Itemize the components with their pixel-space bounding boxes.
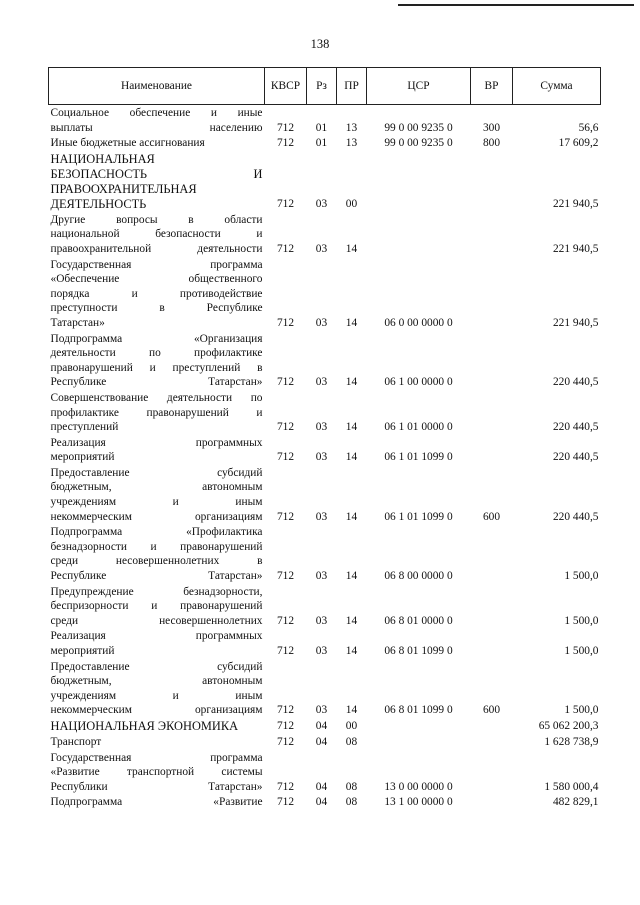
row-name — [49, 628, 265, 658]
row-pr: 00 — [345, 198, 358, 211]
row-name-line: правонарушений и преступлений в — [50, 361, 263, 374]
page-number: 138 — [310, 37, 330, 51]
row-rz: 03 — [315, 421, 328, 434]
row-name-line: выплаты населению — [50, 121, 263, 134]
row-kvsr: 712 — [276, 735, 295, 748]
row-sum: 221 940,5 — [552, 242, 599, 255]
row-name-line: ПРАВООХРАНИТЕЛЬНАЯ — [50, 181, 197, 196]
row-name-line: мероприятий — [50, 451, 115, 464]
row-sum: 56,6 — [578, 121, 599, 134]
row-name-line: бюджетным, автономным — [50, 481, 263, 494]
row-name-line: НАЦИОНАЛЬНАЯ — [50, 151, 155, 166]
row-vr — [471, 718, 513, 734]
row-kvsr: 712 — [276, 645, 295, 657]
table-row — [49, 718, 601, 734]
row-rz: 03 — [315, 242, 328, 255]
row-sum: 1 580 000,4 — [544, 780, 599, 793]
table-row — [49, 390, 601, 435]
budget-table — [48, 67, 601, 810]
row-kvsr: 712 — [276, 720, 295, 733]
row-csr: 13 0 00 0000 0 — [384, 780, 453, 793]
row-kvsr: 712 — [276, 421, 295, 434]
row-name-line: порядка и противодействие — [50, 287, 263, 300]
row-kvsr: 712 — [276, 796, 295, 809]
row-pr: 14 — [345, 316, 358, 329]
table-row — [49, 151, 601, 212]
row-name-line: Подпрограмма «Развитие — [50, 796, 263, 809]
row-kvsr: 712 — [276, 137, 295, 150]
row-pr: 14 — [345, 704, 358, 717]
row-pr: 08 — [345, 780, 358, 793]
row-vr: 800 — [482, 137, 501, 150]
row-rz: 04 — [315, 735, 328, 748]
row-sum: 1 500,0 — [564, 614, 599, 627]
row-csr: 06 1 00 0000 0 — [384, 376, 453, 389]
row-vr — [471, 212, 513, 257]
row-vr — [471, 734, 513, 750]
row-name-line: Государственная программа — [50, 258, 263, 271]
row-sum: 220 440,5 — [552, 421, 599, 434]
row-name-line: Татарстан» — [50, 316, 105, 329]
row-rz: 03 — [315, 376, 328, 389]
row-name-line: преступлений — [50, 421, 119, 434]
row-name — [49, 151, 265, 212]
row-sum: 1 628 738,9 — [544, 735, 599, 748]
row-name-line: профилактике правонарушений и — [50, 406, 263, 419]
row-csr — [367, 151, 471, 212]
row-vr: 600 — [482, 704, 501, 717]
row-name-line: среди несовершеннолетних в — [50, 555, 263, 568]
header-rz: Рз — [307, 68, 337, 105]
row-pr: 14 — [345, 421, 358, 434]
row-name-line: БЕЗОПАСНОСТЬ И — [50, 166, 263, 181]
row-csr: 99 0 00 9235 0 — [384, 137, 453, 150]
row-name-line: Предоставление субсидий — [50, 660, 263, 673]
row-name-line: преступности в Республике — [50, 302, 263, 315]
row-sum: 65 062 200,3 — [538, 720, 599, 733]
header-pr: ПР — [337, 68, 367, 105]
row-pr: 14 — [345, 510, 358, 523]
row-vr — [471, 257, 513, 331]
row-sum: 220 440,5 — [552, 451, 599, 464]
table-row — [49, 628, 601, 658]
row-kvsr: 712 — [276, 198, 295, 211]
row-kvsr: 712 — [276, 510, 295, 523]
row-name — [49, 135, 265, 151]
table-row — [49, 257, 601, 331]
row-name-line: Реализация программных — [50, 630, 263, 643]
row-name-line: Другие вопросы в области — [50, 213, 263, 226]
row-kvsr: 712 — [276, 316, 295, 329]
row-rz: 03 — [315, 614, 328, 627]
row-sum: 1 500,0 — [564, 645, 599, 657]
row-rz: 03 — [315, 510, 328, 523]
row-name-line: Предупреждение безнадзорности, — [50, 585, 263, 598]
row-name — [49, 794, 265, 810]
header-name: Наименование — [49, 68, 265, 105]
row-csr: 06 1 01 1099 0 — [384, 510, 453, 523]
row-name-line: беспризорности и правонарушений — [50, 600, 263, 613]
row-sum: 1 500,0 — [564, 704, 599, 717]
row-name — [49, 435, 265, 465]
row-sum: 221 940,5 — [552, 316, 599, 329]
row-name-line: ДЕЯТЕЛЬНОСТЬ — [50, 196, 147, 211]
row-pr: 14 — [345, 570, 358, 583]
table-row — [49, 465, 601, 524]
row-pr: 14 — [345, 645, 358, 657]
row-vr — [471, 628, 513, 658]
row-kvsr: 712 — [276, 704, 295, 717]
row-sum: 220 440,5 — [552, 510, 599, 523]
row-pr: 14 — [345, 451, 358, 464]
table-row — [49, 659, 601, 718]
table-row — [49, 794, 601, 810]
table-row — [49, 105, 601, 136]
table-row — [49, 750, 601, 795]
row-name-line: Реализация программных — [50, 436, 263, 449]
row-rz: 03 — [315, 570, 328, 583]
row-name-line: Совершенствование деятельности по — [50, 391, 263, 404]
row-name — [49, 718, 265, 734]
table-row — [49, 584, 601, 629]
row-rz: 04 — [315, 720, 328, 733]
row-name — [49, 212, 265, 257]
row-name-line: «Развитие транспортной системы — [50, 766, 263, 779]
row-name-line: Социальное обеспечение и иные — [50, 107, 263, 119]
row-csr: 06 1 01 0000 0 — [384, 421, 453, 434]
row-vr — [471, 151, 513, 212]
row-vr: 600 — [482, 510, 501, 523]
row-sum: 220 440,5 — [552, 376, 599, 389]
row-name — [49, 331, 265, 390]
row-vr — [471, 435, 513, 465]
row-vr — [471, 750, 513, 795]
row-kvsr: 712 — [276, 376, 295, 389]
row-csr: 13 1 00 0000 0 — [384, 796, 453, 809]
row-rz: 03 — [315, 316, 328, 329]
row-pr: 14 — [345, 242, 358, 255]
row-sum: 221 940,5 — [552, 198, 599, 211]
row-rz: 04 — [315, 780, 328, 793]
row-name-line: Республике Татарстан» — [50, 376, 263, 389]
row-kvsr: 712 — [276, 451, 295, 464]
row-pr: 14 — [345, 376, 358, 389]
table-row — [49, 524, 601, 583]
row-name-line: среди несовершеннолетних — [50, 614, 263, 627]
row-csr: 99 0 00 9235 0 — [384, 121, 453, 134]
row-vr — [471, 331, 513, 390]
row-name-line: Республики Татарстан» — [50, 780, 263, 793]
row-name-line: Подпрограмма «Профилактика — [50, 526, 263, 539]
row-csr: 06 8 01 0000 0 — [384, 614, 453, 627]
row-name-line: некоммерческим организациям — [50, 704, 263, 717]
row-pr: 08 — [345, 735, 358, 748]
row-csr: 06 8 00 0000 0 — [384, 570, 453, 583]
row-rz: 03 — [315, 451, 328, 464]
row-kvsr: 712 — [276, 780, 295, 793]
row-kvsr: 712 — [276, 121, 295, 134]
row-vr: 300 — [482, 121, 501, 134]
row-name — [49, 465, 265, 524]
row-name — [49, 105, 265, 136]
row-kvsr: 712 — [276, 570, 295, 583]
row-pr: 13 — [345, 121, 358, 134]
table-row — [49, 331, 601, 390]
row-name-line: Иные бюджетные ассигнования — [50, 137, 205, 150]
row-pr: 00 — [345, 720, 358, 733]
row-vr — [471, 584, 513, 629]
row-name-line: Республике Татарстан» — [50, 570, 263, 583]
row-csr: 06 1 01 1099 0 — [384, 451, 453, 464]
row-csr — [367, 734, 471, 750]
row-pr: 08 — [345, 796, 358, 809]
header-csr: ЦСР — [367, 68, 471, 105]
row-name — [49, 734, 265, 750]
header-sum: Сумма — [513, 68, 601, 105]
row-rz: 03 — [315, 704, 328, 717]
header-vr: ВР — [471, 68, 513, 105]
row-name-line: Предоставление субсидий — [50, 466, 263, 479]
row-name — [49, 257, 265, 331]
header-kvsr: КВСР — [265, 68, 307, 105]
row-name — [49, 584, 265, 629]
row-rz: 01 — [315, 137, 328, 150]
row-name — [49, 750, 265, 795]
row-name — [49, 659, 265, 718]
row-name-line: учреждениям и иным — [50, 689, 263, 702]
table-header-row — [49, 68, 601, 105]
row-name-line: деятельности по профилактике — [50, 347, 263, 360]
row-csr: 06 0 00 0000 0 — [384, 316, 453, 329]
row-name-line: мероприятий — [50, 645, 115, 657]
row-pr: 14 — [345, 614, 358, 627]
row-kvsr: 712 — [276, 614, 295, 627]
row-kvsr: 712 — [276, 242, 295, 255]
row-name-line: НАЦИОНАЛЬНАЯ ЭКОНОМИКА — [50, 718, 239, 733]
row-sum: 482 829,1 — [552, 796, 599, 809]
row-name — [49, 524, 265, 583]
row-name-line: некоммерческим организациям — [50, 510, 263, 523]
row-rz: 01 — [315, 121, 328, 134]
row-csr: 06 8 01 1099 0 — [384, 645, 453, 657]
row-name-line: бюджетным, автономным — [50, 675, 263, 688]
table-row — [49, 435, 601, 465]
row-name-line: Подпрограмма «Организация — [50, 332, 263, 345]
row-pr: 13 — [345, 137, 358, 150]
row-sum: 1 500,0 — [564, 570, 599, 583]
row-csr — [367, 212, 471, 257]
row-name — [49, 390, 265, 435]
row-name-line: Транспорт — [50, 735, 102, 748]
row-vr — [471, 390, 513, 435]
row-name-line: правоохранительной деятельности — [50, 242, 263, 255]
row-name-line: национальной безопасности и — [50, 228, 263, 241]
row-name-line: учреждениям и иным — [50, 496, 263, 509]
row-csr — [367, 718, 471, 734]
top-rule — [398, 4, 634, 6]
row-rz: 03 — [315, 198, 328, 211]
table-row — [49, 135, 601, 151]
row-vr — [471, 524, 513, 583]
row-rz: 04 — [315, 796, 328, 809]
row-name-line: Государственная программа — [50, 751, 263, 764]
table-row — [49, 734, 601, 750]
row-rz: 03 — [315, 645, 328, 657]
row-vr — [471, 794, 513, 810]
row-csr: 06 8 01 1099 0 — [384, 704, 453, 717]
row-name-line: «Обеспечение общественного — [50, 273, 263, 286]
row-name-line: безнадзорности и правонарушений — [50, 540, 263, 553]
table-row — [49, 212, 601, 257]
row-sum: 17 609,2 — [558, 137, 599, 150]
